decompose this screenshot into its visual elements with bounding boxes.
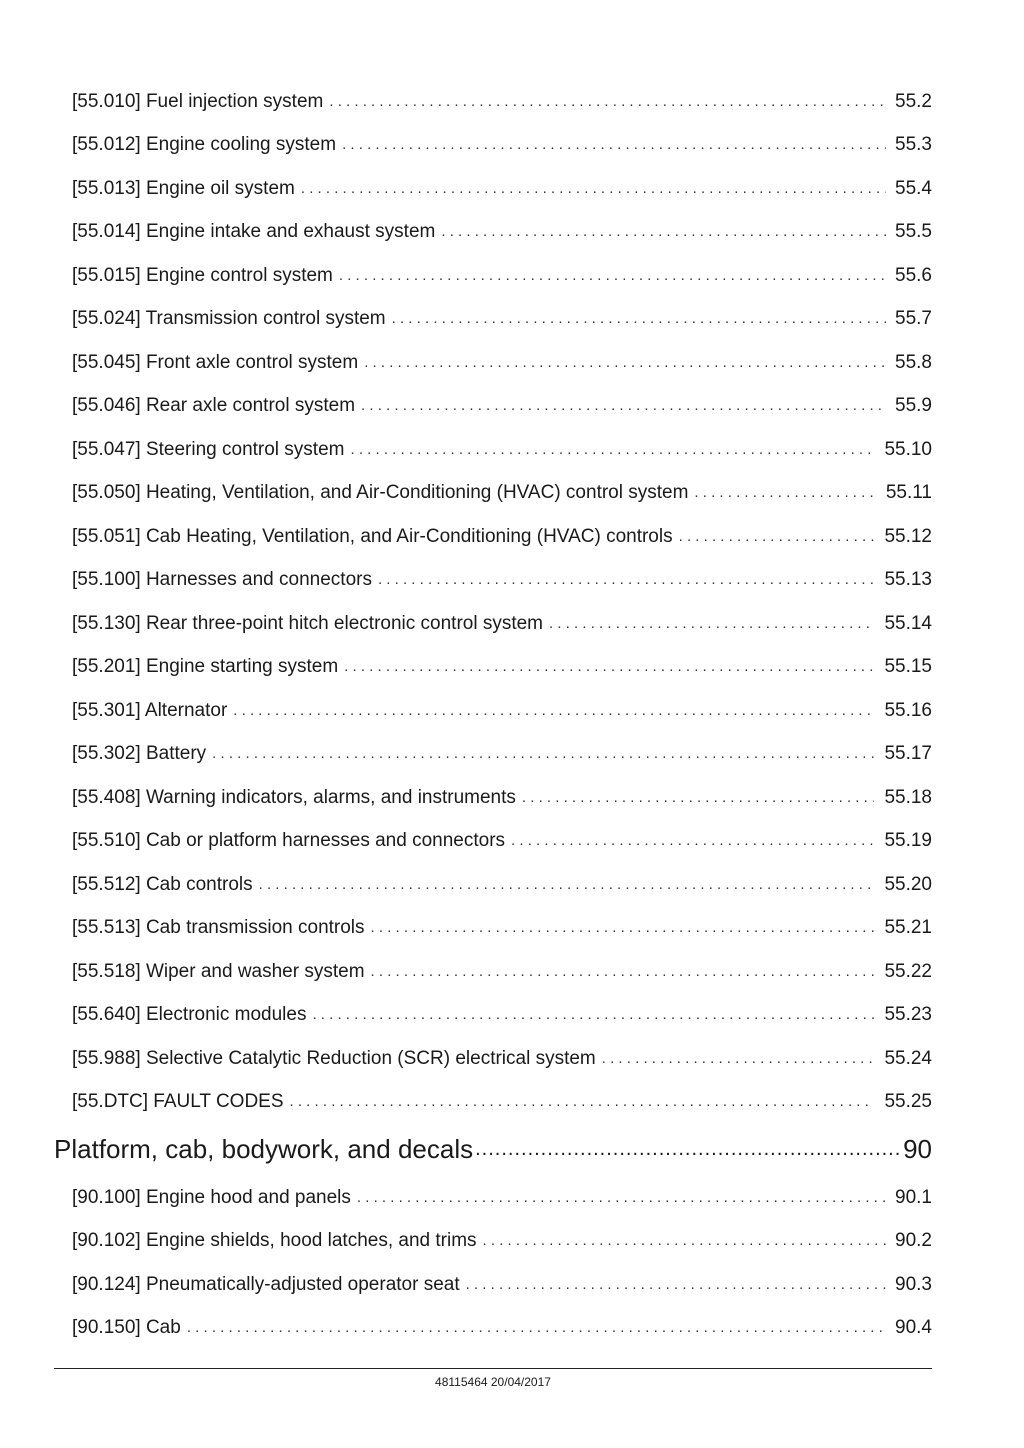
dot-leader <box>371 960 874 984</box>
toc-entry-label: [90.100] Engine hood and panels <box>72 1187 351 1208</box>
toc-entry[interactable] <box>72 390 932 418</box>
toc-entry[interactable] <box>72 999 932 1027</box>
toc-entry-label: [55.047] Steering control system <box>72 439 345 460</box>
dot-leader <box>466 1273 886 1297</box>
dot-leader <box>694 481 874 505</box>
toc-entry[interactable] <box>72 347 932 375</box>
dot-leader <box>339 264 886 288</box>
toc-entry[interactable] <box>72 434 932 462</box>
toc-entry-page: 55.3 <box>895 134 932 155</box>
toc-entry-page: 55.20 <box>884 874 932 895</box>
toc-entry-page: 55.11 <box>885 482 932 503</box>
dot-leader <box>441 220 886 244</box>
dot-leader <box>361 394 886 418</box>
toc-entry-page: 55.23 <box>884 1004 932 1025</box>
toc-entry[interactable] <box>72 260 932 288</box>
toc-entry-page: 55.6 <box>895 265 932 286</box>
toc-entry-label: [55.513] Cab transmission controls <box>72 917 365 938</box>
dot-leader <box>679 525 874 549</box>
dot-leader <box>301 177 886 201</box>
toc-entry-page: 90.1 <box>895 1187 932 1208</box>
toc-entry-label: [55.518] Wiper and washer system <box>72 961 365 982</box>
toc-entry[interactable] <box>72 912 932 940</box>
footer-divider <box>54 1368 932 1369</box>
toc-entry-label: [55.408] Warning indicators, alarms, and instruments <box>72 787 516 808</box>
dot-leader <box>522 786 874 810</box>
toc-entry-page: 55.2 <box>895 91 932 112</box>
dot-leader <box>329 90 886 114</box>
toc-entry-page: 55.10 <box>884 439 932 460</box>
toc-entry-label: [90.124] Pneumatically-adjusted operator seat <box>72 1274 460 1295</box>
toc-entry-page: 55.24 <box>884 1048 932 1069</box>
toc-entry-page: 55.14 <box>884 613 932 634</box>
toc-entry-label: [55.012] Engine cooling system <box>72 134 337 155</box>
dot-leader <box>378 568 874 592</box>
toc-entry[interactable] <box>72 173 932 201</box>
toc-entry-label: [55.100] Harnesses and connectors <box>72 569 372 590</box>
toc-entry[interactable] <box>72 1312 932 1340</box>
dot-leader <box>290 1090 874 1114</box>
toc-entry[interactable] <box>72 695 932 723</box>
toc-entry-label: [55.988] Selective Catalytic Reduction (SCR) electrical system <box>72 1048 596 1069</box>
toc-entry[interactable] <box>72 303 932 331</box>
toc-entry[interactable] <box>72 477 932 505</box>
toc-entry-page: 55.8 <box>895 352 932 373</box>
dot-leader <box>187 1316 886 1340</box>
toc-entry[interactable] <box>72 86 932 114</box>
dot-leader <box>483 1229 886 1253</box>
toc-entry[interactable] <box>72 1225 932 1253</box>
toc-entry[interactable] <box>72 782 932 810</box>
toc-entry-page: 90.4 <box>895 1317 932 1338</box>
dot-leader <box>475 1134 899 1164</box>
section-heading-page: 90 <box>903 1134 932 1164</box>
toc-entry-label: [55.130] Rear three-point hitch electronic control system <box>72 613 544 634</box>
toc-entry-label: [55.301] Alternator <box>72 700 228 721</box>
toc-entry-page: 55.21 <box>884 917 932 938</box>
toc-entry[interactable] <box>72 521 932 549</box>
toc-entry-label: [90.102] Engine shields, hood latches, and trims <box>72 1230 477 1251</box>
toc-entry[interactable] <box>72 1269 932 1297</box>
toc-entry-page: 55.22 <box>884 961 932 982</box>
dot-leader <box>259 873 874 897</box>
dot-leader <box>344 655 874 679</box>
dot-leader <box>350 438 874 462</box>
toc-entry-label: [55.050] Heating, Ventilation, and Air-Conditioning (HVAC) control system <box>72 482 689 503</box>
toc-entry[interactable] <box>72 129 932 157</box>
toc-entry-page: 55.4 <box>895 178 932 199</box>
toc-entry-page: 90.3 <box>895 1274 932 1295</box>
toc-section-heading[interactable] <box>54 1132 932 1164</box>
dot-leader <box>364 351 886 375</box>
toc-entry[interactable] <box>72 869 932 897</box>
toc-entry[interactable] <box>72 651 932 679</box>
toc-entry-page: 55.15 <box>884 656 932 677</box>
toc-entry-label: [55.045] Front axle control system <box>72 352 359 373</box>
dot-leader <box>312 1003 874 1027</box>
toc-entry[interactable] <box>72 1043 932 1071</box>
toc-entry[interactable] <box>72 608 932 636</box>
toc-entry-page: 55.5 <box>895 221 932 242</box>
toc-entry-page: 90.2 <box>895 1230 932 1251</box>
toc-entry-label: [55.512] Cab controls <box>72 874 253 895</box>
toc-entry[interactable] <box>72 956 932 984</box>
toc-entry-page: 55.13 <box>884 569 932 590</box>
toc-entry-label: [55.051] Cab Heating, Ventilation, and Air-Conditioning (HVAC) controls <box>72 526 673 547</box>
toc-entry-page: 55.7 <box>895 308 932 329</box>
toc-entry-label: [55.302] Battery <box>72 743 207 764</box>
toc-entry[interactable] <box>72 564 932 592</box>
dot-leader <box>549 612 874 636</box>
toc-entry-label: [90.150] Cab <box>72 1317 181 1338</box>
toc-entry-label: [55.201] Engine starting system <box>72 656 339 677</box>
toc-entry[interactable] <box>72 1086 932 1114</box>
toc-entry-label: [55.024] Transmission control system <box>72 308 386 329</box>
section-heading-label: Platform, cab, bodywork, and decals <box>54 1134 474 1164</box>
toc-entry[interactable] <box>72 825 932 853</box>
dot-leader <box>357 1186 886 1210</box>
dot-leader <box>602 1047 874 1071</box>
footer-document-id: 48115464 20/04/2017 <box>435 1375 551 1389</box>
dot-leader <box>342 133 886 157</box>
toc-entry[interactable] <box>72 216 932 244</box>
dot-leader <box>233 699 874 723</box>
dot-leader <box>511 829 874 853</box>
toc-entry-page: 55.19 <box>884 830 932 851</box>
toc-entry-label: [55.013] Engine oil system <box>72 178 295 199</box>
toc-entry-label: [55.046] Rear axle control system <box>72 395 356 416</box>
toc-entry-label: [55.DTC] FAULT CODES <box>72 1091 284 1112</box>
toc-entry-page: 55.12 <box>884 526 932 547</box>
dot-leader <box>212 742 874 766</box>
toc-entry[interactable] <box>72 738 932 766</box>
toc-entry-label: [55.015] Engine control system <box>72 265 333 286</box>
toc-entry-label: [55.640] Electronic modules <box>72 1004 307 1025</box>
dot-leader <box>392 307 886 331</box>
toc-entry-page: 55.25 <box>884 1091 932 1112</box>
toc-entry-page: 55.17 <box>884 743 932 764</box>
toc-entry-page: 55.18 <box>884 787 932 808</box>
toc-entry-page: 55.16 <box>884 700 932 721</box>
toc-entry-label: [55.010] Fuel injection system <box>72 91 324 112</box>
toc-entry[interactable] <box>72 1182 932 1210</box>
toc-entry-page: 55.9 <box>895 395 932 416</box>
toc-entry-label: [55.014] Engine intake and exhaust system <box>72 221 436 242</box>
dot-leader <box>371 916 874 940</box>
toc-entry-label: [55.510] Cab or platform harnesses and connectors <box>72 830 506 851</box>
